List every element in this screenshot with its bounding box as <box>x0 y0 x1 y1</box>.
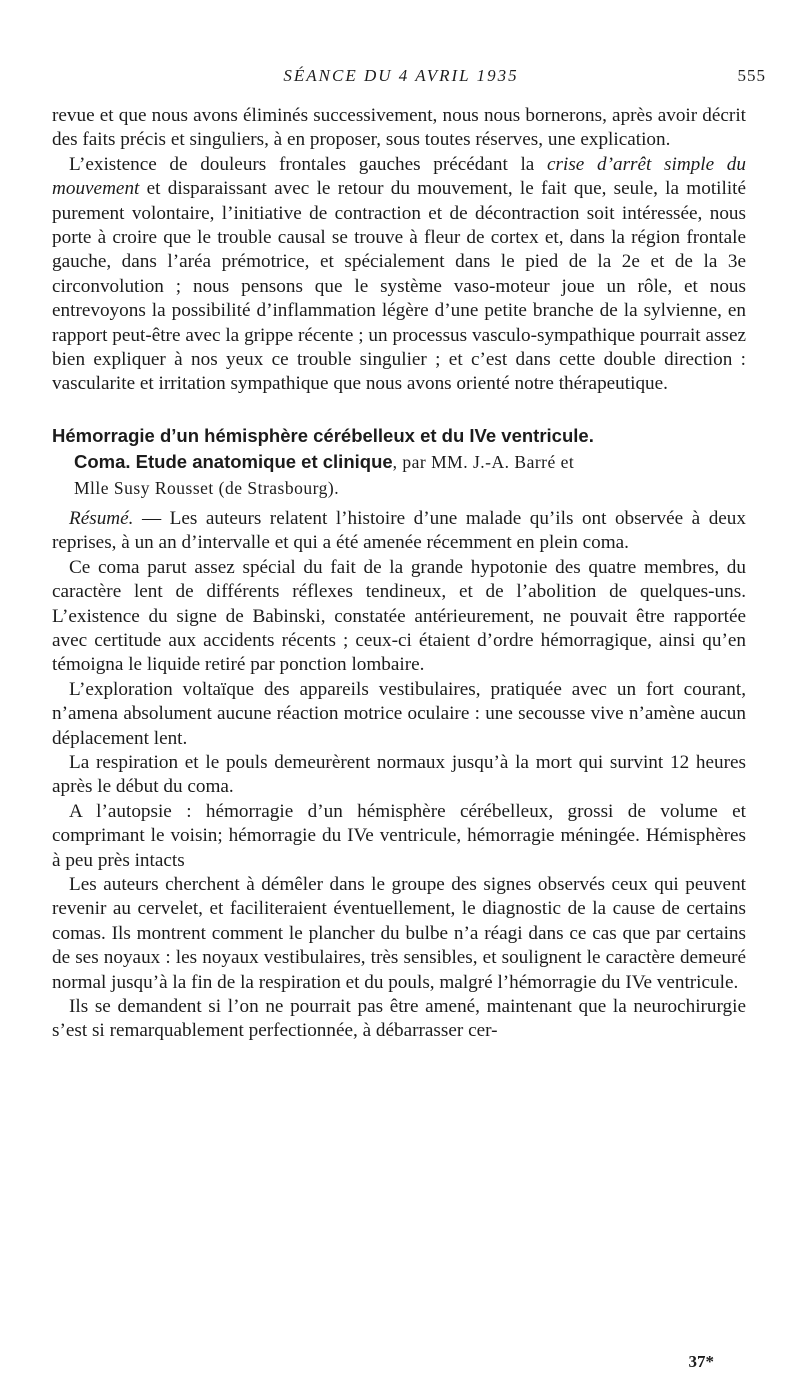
heading-line-2 <box>52 449 746 475</box>
resume-text: — Les auteurs relatent l’histoire d’une malade qu’ils ont observée à deux reprises, à un an d’intervalle et qui a été amenée récemment en plein coma. <box>52 507 746 554</box>
section-heading <box>52 423 746 501</box>
heading-subtitle: Coma. Etude anatomique et clinique <box>74 450 393 472</box>
heading-authors: , par MM. J.-A. Barré et <box>392 451 575 472</box>
paragraph-hypothesis-start: L’existence de douleurs frontales gauches précédant la <box>69 153 548 175</box>
page-number: 555 <box>737 66 766 85</box>
paragraph-resume <box>52 507 746 556</box>
signature-mark: 37* <box>688 1352 714 1371</box>
paragraph-vestibular: L’exploration voltaïque des appareils vestibulaires, pratiquée avec un fort courant, n’amena absolument aucune réaction motrice oculaire : une secousse vive n’amène aucun déplacement lent. <box>52 678 746 749</box>
running-header <box>36 66 766 92</box>
paragraph-respiration: La respiration et le pouls demeurèrent normaux jusqu’à la mort qui survint 12 heures après le début du coma. <box>52 751 746 798</box>
paragraph-hypothesis <box>52 153 746 397</box>
resume-label: Résumé. <box>69 507 134 529</box>
paragraph-coma: Ce coma parut assez spécial du fait de la grande hypotonie des quatre membres, du caractère lent de différents réflexes tendineux, et de l’abolition de quelques-uns. L’existence du signe de Babinski, constatée antérieurement, ne pouvait être rapportée avec certitude aux accidents récents ; ceux-ci étaient d’ordre hémorragique, ainsi qu’en témoigna le liquide retiré par ponction lombaire. <box>52 556 746 676</box>
paragraph-neurosurgery: Ils se demandent si l’on ne pourrait pas être amené, maintenant que la neurochirurgie s’est si remarquablement perfectionnée, à débarrasser cer- <box>52 996 746 1042</box>
paragraph-autopsy: A l’autopsie : hémorragie d’un hémisphère cérébelleux, grossi de volume et comprimant le voisin; hémorragie du IVe ventricule, hémorragie méningée. Hémisphères à peu près intacts <box>52 800 746 871</box>
paragraph-intro: revue et que nous avons éliminés successivement, nous nous bornerons, après avoir décrit des faits précis et singuliers, à en proposer, sous toutes réserves, une explication. <box>52 105 746 151</box>
heading-line-3: Mlle Susy Rousset (de Strasbourg). <box>74 477 340 498</box>
heading-line-1: Hémorragie d’un hémisphère cérébelleux et du IVe ventricule. <box>52 424 594 446</box>
italic-term: crise d’arrêt simple du mouvement <box>52 153 746 200</box>
paragraph-hypothesis-end: et disparaissant avec le retour du mouvement, le fait que, seule, la motilité purement volontaire, l’initiative de contraction et de décontraction soit intéressée, nous porte à croire que le trouble causal se trouve à fleur de cortex et, dans la région frontale gauche, dans l’aréa prémotrice, et spécialement dans le pied de la 2e et de la 3e circonvolution ; nous pensons que le système vaso-moteur joue un rôle, et nous entrevoyons la possibilité d’inflammation légère d’une petite branche de la sylvienne, en rapport peut-être avec la grippe récente ; un processus vasculo-sympathique pourrait assez bien expliquer à nos yeux ce trouble singulier ; et c’est dans cette double direction : vascularite et irritation sympathique que nous avons orienté notre thérapeutique. <box>52 178 746 395</box>
body-text <box>52 104 746 1044</box>
paragraph-analysis: Les auteurs cherchent à démêler dans le groupe des signes observés ceux qui peuvent revenir au cervelet, et faciliteraient éventuellement, le diagnostic de la cause de certains comas. Ils montrent comment le plancher du bulbe n’a réagi dans ce cas que par certains de ses noyaux : les noyaux vestibulaires, très sensibles, et soulignent le caractère demeuré normal jusqu’à la fin de la respiration et du pouls, malgré l’hémorragie du IVe ventricule. <box>52 873 746 993</box>
header-title: SÉANCE DU 4 AVRIL 1935 <box>283 66 519 85</box>
